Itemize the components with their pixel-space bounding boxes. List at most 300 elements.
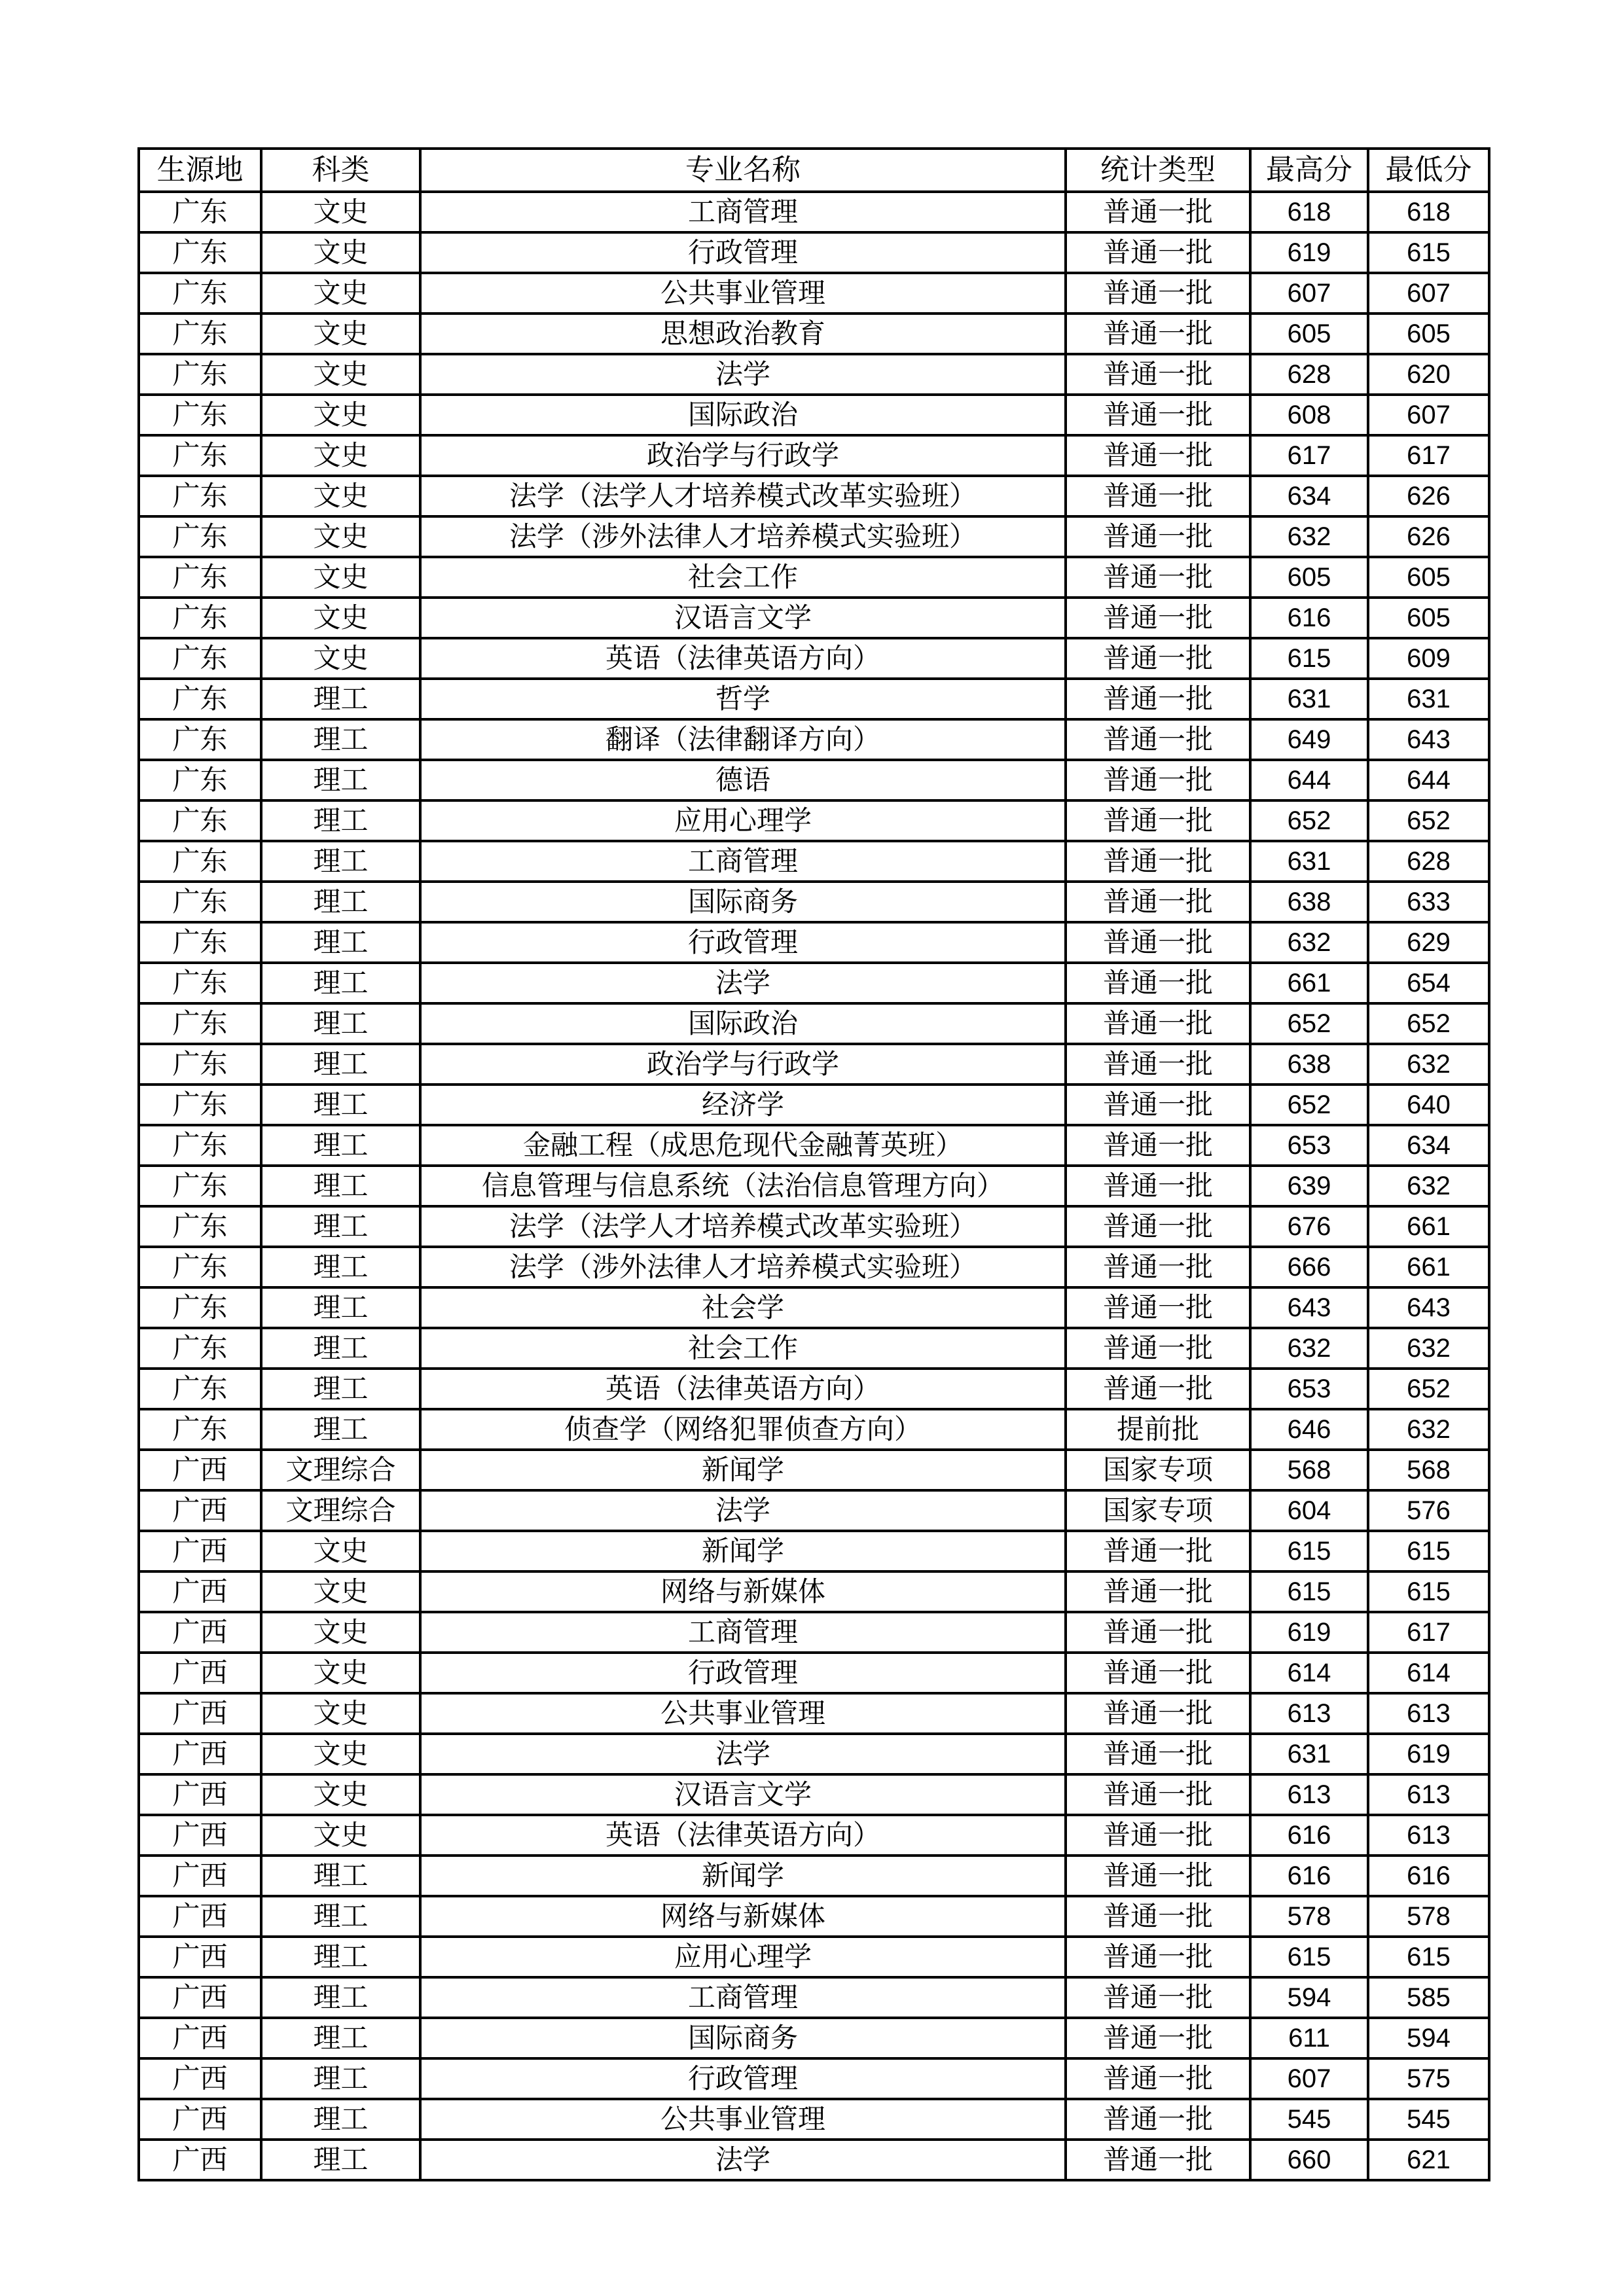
stat-type-cell: 普通一批 <box>1066 598 1250 638</box>
max-score-cell: 638 <box>1250 882 1368 922</box>
max-score-cell: 619 <box>1250 232 1368 273</box>
max-score-cell: 653 <box>1250 1369 1368 1409</box>
table-row <box>139 1328 1489 1369</box>
max-score-cell: 628 <box>1250 354 1368 395</box>
stat-type-cell: 普通一批 <box>1066 435 1250 476</box>
max-score-cell: 616 <box>1250 1815 1368 1856</box>
max-score-cell: 605 <box>1250 314 1368 354</box>
min-score-cell: 614 <box>1368 1653 1489 1693</box>
max-score-cell: 594 <box>1250 1977 1368 2018</box>
origin-cell: 广东 <box>139 882 261 922</box>
max-score-cell: 652 <box>1250 1085 1368 1125</box>
min-score-cell: 613 <box>1368 1774 1489 1815</box>
category-cell: 理工 <box>261 1044 420 1085</box>
min-score-cell: 594 <box>1368 2018 1489 2058</box>
table-row <box>139 1612 1489 1653</box>
table-row <box>139 1734 1489 1774</box>
table-row <box>139 232 1489 273</box>
stat-type-cell: 国家专项 <box>1066 1450 1250 1490</box>
min-score-cell: 626 <box>1368 516 1489 557</box>
category-cell: 理工 <box>261 2058 420 2099</box>
stat-type-cell: 普通一批 <box>1066 1571 1250 1612</box>
table-row <box>139 719 1489 760</box>
category-cell: 文史 <box>261 314 420 354</box>
major-cell: 法学 <box>420 354 1066 395</box>
category-cell: 文史 <box>261 273 420 314</box>
stat-type-cell: 普通一批 <box>1066 922 1250 963</box>
category-cell: 文史 <box>261 476 420 516</box>
stat-type-cell: 普通一批 <box>1066 1653 1250 1693</box>
origin-cell: 广西 <box>139 2018 261 2058</box>
category-cell: 理工 <box>261 922 420 963</box>
origin-cell: 广西 <box>139 1450 261 1490</box>
category-cell: 文理综合 <box>261 1490 420 1531</box>
category-cell: 理工 <box>261 1856 420 1896</box>
min-score-cell: 613 <box>1368 1693 1489 1734</box>
major-cell: 侦查学（网络犯罪侦查方向） <box>420 1409 1066 1450</box>
origin-cell: 广东 <box>139 1369 261 1409</box>
stat-type-cell: 普通一批 <box>1066 760 1250 800</box>
origin-cell: 广东 <box>139 1287 261 1328</box>
min-score-cell: 652 <box>1368 1003 1489 1044</box>
category-cell: 文史 <box>261 516 420 557</box>
stat-type-cell: 普通一批 <box>1066 1734 1250 1774</box>
stat-type-cell: 普通一批 <box>1066 679 1250 719</box>
stat-type-cell: 普通一批 <box>1066 516 1250 557</box>
max-score-cell: 545 <box>1250 2099 1368 2140</box>
table-row <box>139 882 1489 922</box>
max-score-cell: 611 <box>1250 2018 1368 2058</box>
major-cell: 工商管理 <box>420 1977 1066 2018</box>
major-cell: 公共事业管理 <box>420 1693 1066 1734</box>
max-score-cell: 619 <box>1250 1612 1368 1653</box>
stat-type-cell: 普通一批 <box>1066 963 1250 1003</box>
table-row <box>139 1125 1489 1166</box>
min-score-cell: 632 <box>1368 1409 1489 1450</box>
major-cell: 法学 <box>420 2140 1066 2180</box>
table-row <box>139 354 1489 395</box>
major-cell: 法学（法学人才培养模式改革实验班） <box>420 476 1066 516</box>
major-cell: 汉语言文学 <box>420 598 1066 638</box>
major-cell: 英语（法律英语方向） <box>420 1815 1066 1856</box>
origin-cell: 广西 <box>139 1815 261 1856</box>
max-score-cell: 608 <box>1250 395 1368 435</box>
min-score-cell: 576 <box>1368 1490 1489 1531</box>
major-cell: 政治学与行政学 <box>420 1044 1066 1085</box>
category-cell: 理工 <box>261 1409 420 1450</box>
max-score-cell: 615 <box>1250 1531 1368 1571</box>
origin-cell: 广西 <box>139 1774 261 1815</box>
min-score-cell: 621 <box>1368 2140 1489 2180</box>
stat-type-cell: 普通一批 <box>1066 2140 1250 2180</box>
stat-type-cell: 普通一批 <box>1066 1977 1250 2018</box>
header-origin: 生源地 <box>139 149 261 192</box>
table-row <box>139 1369 1489 1409</box>
stat-type-cell: 普通一批 <box>1066 1612 1250 1653</box>
major-cell: 翻译（法律翻译方向） <box>420 719 1066 760</box>
category-cell: 文史 <box>261 232 420 273</box>
stat-type-cell: 普通一批 <box>1066 1247 1250 1287</box>
stat-type-cell: 普通一批 <box>1066 1125 1250 1166</box>
min-score-cell: 578 <box>1368 1896 1489 1937</box>
min-score-cell: 643 <box>1368 1287 1489 1328</box>
origin-cell: 广东 <box>139 922 261 963</box>
stat-type-cell: 普通一批 <box>1066 638 1250 679</box>
category-cell: 文史 <box>261 192 420 232</box>
stat-type-cell: 提前批 <box>1066 1409 1250 1450</box>
major-cell: 工商管理 <box>420 841 1066 882</box>
stat-type-cell: 普通一批 <box>1066 841 1250 882</box>
major-cell: 哲学 <box>420 679 1066 719</box>
table-row <box>139 516 1489 557</box>
min-score-cell: 634 <box>1368 1125 1489 1166</box>
header-major: 专业名称 <box>420 149 1066 192</box>
major-cell: 思想政治教育 <box>420 314 1066 354</box>
origin-cell: 广西 <box>139 1937 261 1977</box>
table-row <box>139 1490 1489 1531</box>
category-cell: 文史 <box>261 1815 420 1856</box>
table-row <box>139 2140 1489 2180</box>
table-body <box>139 192 1489 2180</box>
category-cell: 理工 <box>261 1247 420 1287</box>
major-cell: 新闻学 <box>420 1531 1066 1571</box>
max-score-cell: 652 <box>1250 1003 1368 1044</box>
category-cell: 理工 <box>261 1003 420 1044</box>
table-row <box>139 2018 1489 2058</box>
min-score-cell: 661 <box>1368 1206 1489 1247</box>
major-cell: 网络与新媒体 <box>420 1896 1066 1937</box>
table-row <box>139 598 1489 638</box>
min-score-cell: 632 <box>1368 1044 1489 1085</box>
stat-type-cell: 普通一批 <box>1066 1166 1250 1206</box>
origin-cell: 广西 <box>139 2140 261 2180</box>
origin-cell: 广东 <box>139 963 261 1003</box>
table-row <box>139 1166 1489 1206</box>
max-score-cell: 605 <box>1250 557 1368 598</box>
category-cell: 文史 <box>261 1734 420 1774</box>
min-score-cell: 633 <box>1368 882 1489 922</box>
max-score-cell: 578 <box>1250 1896 1368 1937</box>
major-cell: 工商管理 <box>420 192 1066 232</box>
table-row <box>139 2099 1489 2140</box>
major-cell: 国际商务 <box>420 2018 1066 2058</box>
origin-cell: 广东 <box>139 1409 261 1450</box>
table-row <box>139 760 1489 800</box>
table-row <box>139 1287 1489 1328</box>
origin-cell: 广东 <box>139 1044 261 1085</box>
max-score-cell: 638 <box>1250 1044 1368 1085</box>
min-score-cell: 607 <box>1368 273 1489 314</box>
stat-type-cell: 普通一批 <box>1066 800 1250 841</box>
max-score-cell: 632 <box>1250 1328 1368 1369</box>
max-score-cell: 639 <box>1250 1166 1368 1206</box>
origin-cell: 广东 <box>139 598 261 638</box>
header-category: 科类 <box>261 149 420 192</box>
table-row <box>139 1531 1489 1571</box>
major-cell: 新闻学 <box>420 1856 1066 1896</box>
origin-cell: 广东 <box>139 638 261 679</box>
table-row <box>139 435 1489 476</box>
max-score-cell: 615 <box>1250 1937 1368 1977</box>
min-score-cell: 613 <box>1368 1815 1489 1856</box>
origin-cell: 广东 <box>139 395 261 435</box>
category-cell: 理工 <box>261 679 420 719</box>
origin-cell: 广西 <box>139 1977 261 2018</box>
stat-type-cell: 普通一批 <box>1066 1206 1250 1247</box>
category-cell: 理工 <box>261 882 420 922</box>
max-score-cell: 649 <box>1250 719 1368 760</box>
min-score-cell: 585 <box>1368 1977 1489 2018</box>
origin-cell: 广东 <box>139 516 261 557</box>
max-score-cell: 644 <box>1250 760 1368 800</box>
stat-type-cell: 普通一批 <box>1066 1287 1250 1328</box>
max-score-cell: 643 <box>1250 1287 1368 1328</box>
major-cell: 公共事业管理 <box>420 2099 1066 2140</box>
origin-cell: 广西 <box>139 1653 261 1693</box>
table-row <box>139 1003 1489 1044</box>
stat-type-cell: 普通一批 <box>1066 1815 1250 1856</box>
category-cell: 理工 <box>261 1125 420 1166</box>
table-row <box>139 1247 1489 1287</box>
category-cell: 文史 <box>261 598 420 638</box>
origin-cell: 广西 <box>139 1693 261 1734</box>
category-cell: 文史 <box>261 1612 420 1653</box>
max-score-cell: 661 <box>1250 963 1368 1003</box>
table-row <box>139 1450 1489 1490</box>
origin-cell: 广东 <box>139 1003 261 1044</box>
category-cell: 理工 <box>261 2018 420 2058</box>
category-cell: 文史 <box>261 1571 420 1612</box>
min-score-cell: 615 <box>1368 1531 1489 1571</box>
major-cell: 国际政治 <box>420 1003 1066 1044</box>
table-row <box>139 395 1489 435</box>
major-cell: 国际商务 <box>420 882 1066 922</box>
category-cell: 理工 <box>261 841 420 882</box>
table-row <box>139 1085 1489 1125</box>
origin-cell: 广东 <box>139 1125 261 1166</box>
table-row <box>139 1856 1489 1896</box>
min-score-cell: 615 <box>1368 1571 1489 1612</box>
origin-cell: 广东 <box>139 557 261 598</box>
major-cell: 金融工程（成思危现代金融菁英班） <box>420 1125 1066 1166</box>
origin-cell: 广西 <box>139 1612 261 1653</box>
max-score-cell: 613 <box>1250 1693 1368 1734</box>
stat-type-cell: 普通一批 <box>1066 192 1250 232</box>
table-row <box>139 679 1489 719</box>
max-score-cell: 652 <box>1250 800 1368 841</box>
origin-cell: 广西 <box>139 2099 261 2140</box>
major-cell: 政治学与行政学 <box>420 435 1066 476</box>
table-row <box>139 1896 1489 1937</box>
table-row <box>139 800 1489 841</box>
header-max-score: 最高分 <box>1250 149 1368 192</box>
category-cell: 文史 <box>261 557 420 598</box>
category-cell: 理工 <box>261 719 420 760</box>
min-score-cell: 631 <box>1368 679 1489 719</box>
origin-cell: 广西 <box>139 1896 261 1937</box>
max-score-cell: 614 <box>1250 1653 1368 1693</box>
major-cell: 德语 <box>420 760 1066 800</box>
table-row <box>139 1977 1489 2018</box>
stat-type-cell: 普通一批 <box>1066 395 1250 435</box>
min-score-cell: 605 <box>1368 598 1489 638</box>
table-row <box>139 1653 1489 1693</box>
major-cell: 国际政治 <box>420 395 1066 435</box>
major-cell: 网络与新媒体 <box>420 1571 1066 1612</box>
origin-cell: 广西 <box>139 1856 261 1896</box>
max-score-cell: 666 <box>1250 1247 1368 1287</box>
category-cell: 文理综合 <box>261 1450 420 1490</box>
stat-type-cell: 普通一批 <box>1066 882 1250 922</box>
min-score-cell: 629 <box>1368 922 1489 963</box>
origin-cell: 广东 <box>139 1206 261 1247</box>
stat-type-cell: 普通一批 <box>1066 1774 1250 1815</box>
min-score-cell: 607 <box>1368 395 1489 435</box>
category-cell: 理工 <box>261 2099 420 2140</box>
origin-cell: 广西 <box>139 1531 261 1571</box>
min-score-cell: 652 <box>1368 800 1489 841</box>
major-cell: 法学 <box>420 1490 1066 1531</box>
max-score-cell: 617 <box>1250 435 1368 476</box>
category-cell: 理工 <box>261 1937 420 1977</box>
max-score-cell: 660 <box>1250 2140 1368 2180</box>
min-score-cell: 575 <box>1368 2058 1489 2099</box>
origin-cell: 广东 <box>139 841 261 882</box>
min-score-cell: 615 <box>1368 1937 1489 1977</box>
min-score-cell: 628 <box>1368 841 1489 882</box>
major-cell: 社会工作 <box>420 1328 1066 1369</box>
stat-type-cell: 普通一批 <box>1066 719 1250 760</box>
stat-type-cell: 普通一批 <box>1066 2018 1250 2058</box>
max-score-cell: 607 <box>1250 2058 1368 2099</box>
origin-cell: 广西 <box>139 1571 261 1612</box>
min-score-cell: 617 <box>1368 1612 1489 1653</box>
max-score-cell: 616 <box>1250 598 1368 638</box>
category-cell: 理工 <box>261 800 420 841</box>
max-score-cell: 632 <box>1250 516 1368 557</box>
category-cell: 理工 <box>261 963 420 1003</box>
major-cell: 社会工作 <box>420 557 1066 598</box>
max-score-cell: 604 <box>1250 1490 1368 1531</box>
major-cell: 法学（涉外法律人才培养模式实验班） <box>420 1247 1066 1287</box>
origin-cell: 广东 <box>139 1085 261 1125</box>
category-cell: 理工 <box>261 2140 420 2180</box>
stat-type-cell: 普通一批 <box>1066 273 1250 314</box>
stat-type-cell: 普通一批 <box>1066 1856 1250 1896</box>
category-cell: 理工 <box>261 1977 420 2018</box>
table-row <box>139 314 1489 354</box>
category-cell: 理工 <box>261 1896 420 1937</box>
origin-cell: 广西 <box>139 1734 261 1774</box>
origin-cell: 广东 <box>139 476 261 516</box>
max-score-cell: 615 <box>1250 638 1368 679</box>
max-score-cell: 646 <box>1250 1409 1368 1450</box>
max-score-cell: 631 <box>1250 841 1368 882</box>
min-score-cell: 618 <box>1368 192 1489 232</box>
table-row <box>139 1693 1489 1734</box>
table-row <box>139 1774 1489 1815</box>
category-cell: 文史 <box>261 1531 420 1571</box>
table-row <box>139 273 1489 314</box>
major-cell: 应用心理学 <box>420 1937 1066 1977</box>
stat-type-cell: 普通一批 <box>1066 354 1250 395</box>
min-score-cell: 617 <box>1368 435 1489 476</box>
origin-cell: 广东 <box>139 760 261 800</box>
major-cell: 法学 <box>420 963 1066 1003</box>
category-cell: 文史 <box>261 435 420 476</box>
table-row <box>139 963 1489 1003</box>
max-score-cell: 613 <box>1250 1774 1368 1815</box>
min-score-cell: 644 <box>1368 760 1489 800</box>
stat-type-cell: 普通一批 <box>1066 1693 1250 1734</box>
table-row <box>139 1571 1489 1612</box>
min-score-cell: 605 <box>1368 314 1489 354</box>
major-cell: 法学（涉外法律人才培养模式实验班） <box>420 516 1066 557</box>
category-cell: 文史 <box>261 1653 420 1693</box>
max-score-cell: 616 <box>1250 1856 1368 1896</box>
min-score-cell: 640 <box>1368 1085 1489 1125</box>
min-score-cell: 620 <box>1368 354 1489 395</box>
max-score-cell: 634 <box>1250 476 1368 516</box>
header-row <box>139 149 1489 192</box>
major-cell: 英语（法律英语方向） <box>420 638 1066 679</box>
max-score-cell: 632 <box>1250 922 1368 963</box>
min-score-cell: 654 <box>1368 963 1489 1003</box>
major-cell: 公共事业管理 <box>420 273 1066 314</box>
origin-cell: 广东 <box>139 435 261 476</box>
min-score-cell: 568 <box>1368 1450 1489 1490</box>
stat-type-cell: 普通一批 <box>1066 1531 1250 1571</box>
min-score-cell: 632 <box>1368 1328 1489 1369</box>
stat-type-cell: 普通一批 <box>1066 1369 1250 1409</box>
min-score-cell: 545 <box>1368 2099 1489 2140</box>
stat-type-cell: 普通一批 <box>1066 1937 1250 1977</box>
origin-cell: 广东 <box>139 232 261 273</box>
table-row <box>139 638 1489 679</box>
table-row <box>139 1937 1489 1977</box>
stat-type-cell: 普通一批 <box>1066 232 1250 273</box>
stat-type-cell: 国家专项 <box>1066 1490 1250 1531</box>
min-score-cell: 615 <box>1368 232 1489 273</box>
stat-type-cell: 普通一批 <box>1066 1044 1250 1085</box>
origin-cell: 广西 <box>139 1490 261 1531</box>
min-score-cell: 626 <box>1368 476 1489 516</box>
table-row <box>139 841 1489 882</box>
origin-cell: 广东 <box>139 719 261 760</box>
origin-cell: 广东 <box>139 314 261 354</box>
min-score-cell: 652 <box>1368 1369 1489 1409</box>
category-cell: 文史 <box>261 354 420 395</box>
category-cell: 理工 <box>261 1287 420 1328</box>
stat-type-cell: 普通一批 <box>1066 1328 1250 1369</box>
table-row <box>139 192 1489 232</box>
category-cell: 文史 <box>261 1693 420 1734</box>
category-cell: 理工 <box>261 1369 420 1409</box>
major-cell: 法学（法学人才培养模式改革实验班） <box>420 1206 1066 1247</box>
origin-cell: 广西 <box>139 2058 261 2099</box>
max-score-cell: 568 <box>1250 1450 1368 1490</box>
origin-cell: 广东 <box>139 192 261 232</box>
category-cell: 文史 <box>261 395 420 435</box>
category-cell: 理工 <box>261 1166 420 1206</box>
major-cell: 经济学 <box>420 1085 1066 1125</box>
major-cell: 新闻学 <box>420 1450 1066 1490</box>
min-score-cell: 605 <box>1368 557 1489 598</box>
major-cell: 汉语言文学 <box>420 1774 1066 1815</box>
stat-type-cell: 普通一批 <box>1066 557 1250 598</box>
stat-type-cell: 普通一批 <box>1066 2058 1250 2099</box>
max-score-cell: 631 <box>1250 679 1368 719</box>
